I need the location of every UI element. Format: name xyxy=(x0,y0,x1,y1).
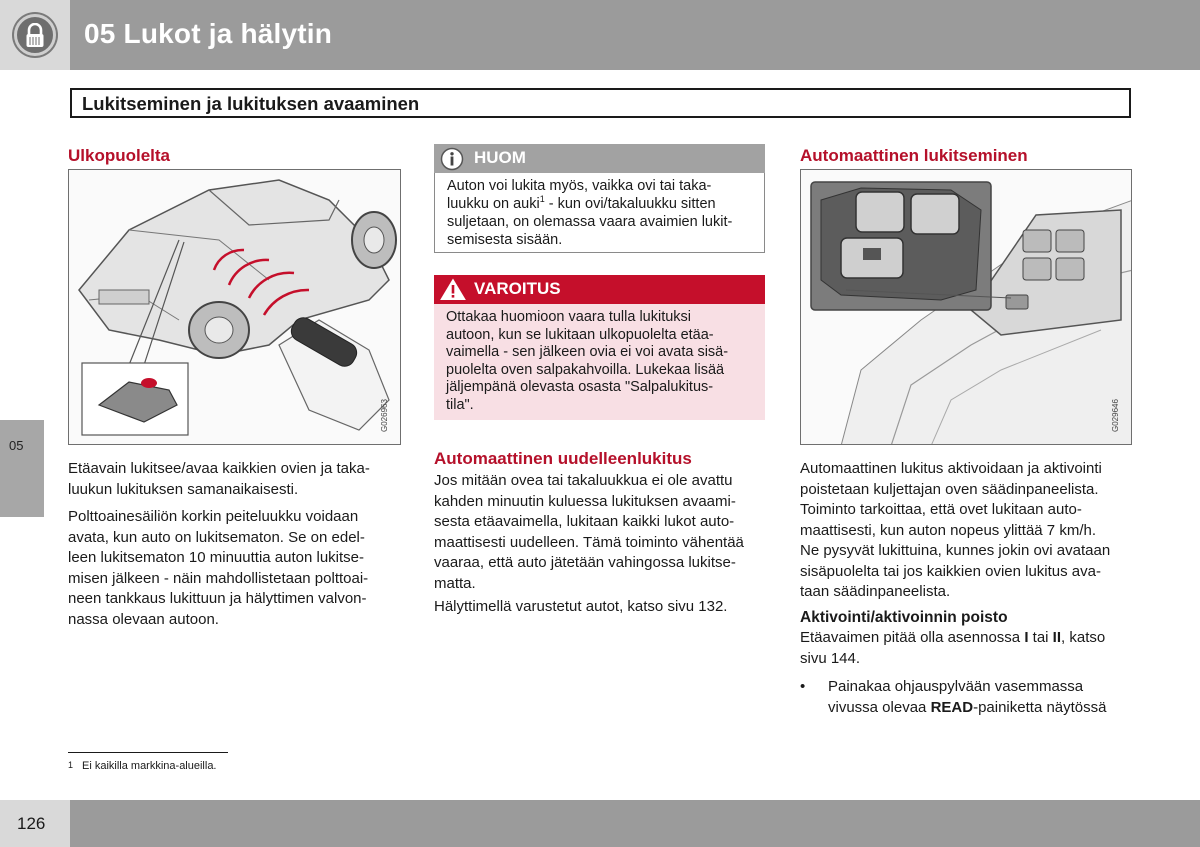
warning-header xyxy=(434,275,765,304)
text-line: sesta etäavaimella, lukitaan kaikki lukot auto- xyxy=(434,513,735,530)
side-tab-label: 05 xyxy=(9,438,24,453)
note-body xyxy=(434,173,765,253)
warning-title: VAROITUS xyxy=(474,279,561,298)
text-line: autoon, kun se lukitaan ulkopuolelta etäa- xyxy=(446,326,714,343)
text-line xyxy=(828,698,1148,719)
text-line: Ottakaa huomioon vaara tulla lukituksi xyxy=(446,309,692,325)
door-panel-drawing xyxy=(801,170,1132,445)
text-span: -painiketta näytössä xyxy=(973,698,1107,716)
text-line: vaaraa, että auto jätetään vahingossa lukitse- xyxy=(434,554,736,571)
door-control-panel-illustration xyxy=(800,169,1132,445)
text-line: Painakaa ohjauspylvään vasemmassa xyxy=(828,678,1084,695)
text-line: Automaattinen lukitus aktivoidaan ja aktivointi xyxy=(800,460,1102,477)
text-span: - kun ovi/takaluukku sitten xyxy=(544,196,716,212)
text-line: poistetaan kuljettajan oven säädinpaneelista. xyxy=(800,480,1099,498)
text-line: semisesta sisään. xyxy=(447,232,563,248)
text-span: tai xyxy=(1028,629,1053,646)
text-line: matta. xyxy=(434,574,476,592)
image-code: G026963 xyxy=(380,399,389,432)
warning-body xyxy=(434,304,765,420)
text-line: nassa olevaan autoon. xyxy=(68,610,219,628)
chapter-side-tab xyxy=(0,420,44,517)
footnote-ref: 1 xyxy=(539,194,545,204)
text-line: avata, kun auto on lukitsematon. Se on edel- xyxy=(68,528,365,546)
bullet-item-read-button xyxy=(828,677,1148,718)
text-line: Jos mitään ovea tai takaluukkua ei ole avattu xyxy=(434,472,733,489)
text-line: sivu 144. xyxy=(800,649,861,667)
text-line: neen tankkaus lukittuun ja hälyttimen valvon- xyxy=(68,590,367,607)
footnote-rule xyxy=(68,752,228,753)
col3-paragraph-1 xyxy=(800,459,1145,603)
text-line: Auton voi lukita myös, vaikka ovi tai taka- xyxy=(447,178,712,194)
read-button-label: READ xyxy=(930,698,974,716)
image-code: G029646 xyxy=(1111,399,1120,432)
text-span: , katso xyxy=(1061,629,1106,646)
text-line: vaimella - sen jälkeen ovia ei voi avata sisä- xyxy=(446,344,729,360)
text-line: tila". xyxy=(446,396,474,413)
col1-paragraph-1 xyxy=(68,459,408,500)
text-line: Etäavain lukitsee/avaa kaikkien ovien ja taka- xyxy=(68,460,370,477)
text-line: maattisesti uudelleen. Tämä toiminto vähentää xyxy=(434,533,744,551)
text-span: luukku on auki xyxy=(447,196,540,212)
footnote-number: 1 xyxy=(68,760,74,770)
section-title-box xyxy=(70,88,1131,118)
text-line: misen jälkeen - näin mahdollistetaan polttoai- xyxy=(68,569,369,587)
text-span: Etäavaimen pitää olla asennossa xyxy=(800,629,1025,646)
text-line xyxy=(800,628,1145,649)
text-line: Polttoainesäiliön korkin peiteluukku voidaan xyxy=(68,508,359,525)
text-line: jäljempänä olevasta osasta "Salpalukitus- xyxy=(446,379,714,395)
text-line: puolelta oven salpakahvoilla. Lukekaa lisää xyxy=(446,361,725,378)
heading-automaattinen-lukitseminen: Automaattinen lukitseminen xyxy=(800,146,1028,165)
text-line: leen lukitsematon 10 minuuttia auton lukitse- xyxy=(68,549,365,566)
warning-text xyxy=(446,309,761,414)
text-line: sisäpuolelta tai jos kaikkien ovien lukitus ava- xyxy=(800,562,1101,580)
text-line: luukun lukituksen samanaikaisesti. xyxy=(68,480,299,498)
footnote-text: Ei kaikilla markkina-alueilla. xyxy=(82,760,217,772)
heading-automaattinen-uudelleenlukitus: Automaattinen uudelleenlukitus xyxy=(434,449,692,468)
key-position-ii: II xyxy=(1052,629,1062,646)
col2-paragraph-2: Hälyttimellä varustetut autot, katso sivu 132. xyxy=(434,598,728,615)
lock-icon xyxy=(14,14,56,56)
subheading-aktivointi: Aktivointi/aktivoinnin poisto xyxy=(800,609,1008,626)
chapter-icon-cell xyxy=(0,0,70,70)
car-remote-drawing xyxy=(69,170,401,445)
text-line: maattisesti, kun auton nopeus ylittää 7 km/h. xyxy=(800,521,1096,539)
chapter-title: 05 Lukot ja hälytin xyxy=(84,18,333,49)
section-title: Lukitseminen ja lukituksen avaaminen xyxy=(82,93,420,114)
heading-ulkopuolelta: Ulkopuolelta xyxy=(68,146,171,165)
text-line: suljetaan, on olemassa vaara avaimien lukit- xyxy=(447,214,733,230)
col3-paragraph-2 xyxy=(800,628,1145,669)
page-number: 126 xyxy=(17,814,46,833)
page-footer-bar xyxy=(0,800,1200,847)
note-text xyxy=(447,177,762,249)
col1-paragraph-2 xyxy=(68,507,408,630)
text-span: vivussa olevaa xyxy=(828,698,931,716)
text-line: Ne pysyvät lukittuina, kunnes jokin ovi avataan xyxy=(800,542,1111,559)
text-line xyxy=(447,195,762,213)
key-position-i: I xyxy=(1024,629,1029,646)
remote-locking-car-illustration xyxy=(68,169,401,445)
warning-triangle-icon xyxy=(440,278,466,301)
col2-paragraph-1 xyxy=(434,471,774,594)
text-line: Toiminto tarkoittaa, että ovet lukitaan auto- xyxy=(800,501,1082,518)
note-header xyxy=(434,144,765,173)
note-title: HUOM xyxy=(474,148,526,167)
text-line: kahden minuutin kuluessa lukituksen avaami- xyxy=(434,492,736,510)
bullet-marker: • xyxy=(800,678,806,695)
text-line: taan säädinpaneelista. xyxy=(800,583,951,600)
info-icon xyxy=(440,147,464,171)
